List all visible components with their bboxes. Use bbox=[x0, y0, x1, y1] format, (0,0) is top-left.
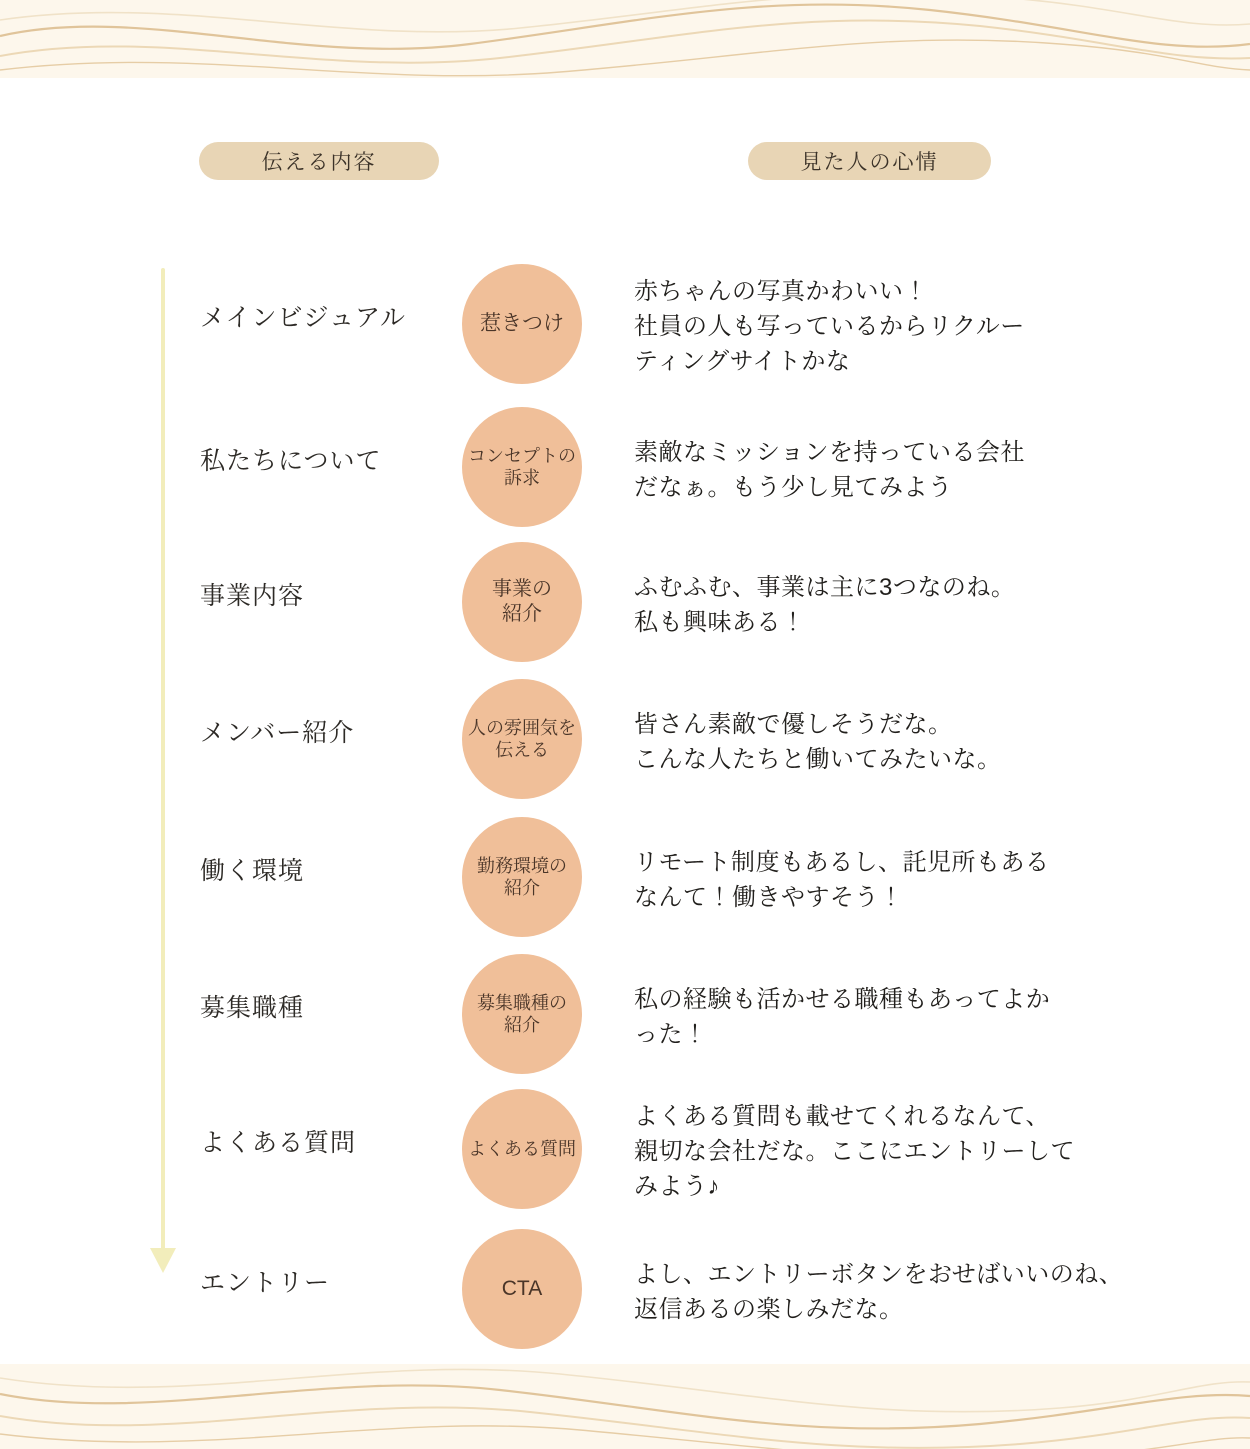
row-emotion-line: 素敵なミッションを持っている会社 bbox=[634, 439, 1026, 466]
row-emotion-line: 私の経験も活かせる職種もあってよか bbox=[634, 986, 1051, 1013]
header-chip-emotion: 見た人の心情 bbox=[748, 142, 991, 180]
row-label: 私たちについて bbox=[200, 447, 382, 475]
row-purpose-line: CTA bbox=[501, 1276, 543, 1300]
row-purpose-line: 紹介 bbox=[504, 1015, 540, 1035]
row-emotion-line: 赤ちゃんの写真かわいい！ bbox=[634, 278, 928, 305]
row-purpose-badge bbox=[462, 679, 582, 799]
row-emotion-line: 私も興味ある！ bbox=[634, 608, 806, 636]
row-emotion-text bbox=[634, 983, 1154, 1053]
row-label: メインビジュアル bbox=[200, 304, 407, 332]
row-emotion-line: 親切な会社だな。ここにエントリーして bbox=[634, 1137, 1075, 1165]
row-emotion-text bbox=[634, 846, 1154, 916]
row-emotion-text bbox=[634, 436, 1154, 506]
row-emotion-line: こんな人たちと働いてみたいな。 bbox=[634, 745, 1002, 773]
flow-row bbox=[0, 1080, 1250, 1220]
row-purpose-badge bbox=[462, 264, 582, 384]
row-emotion-text bbox=[634, 1100, 1154, 1204]
row-emotion-line: だなぁ。もう少し見てみよう bbox=[634, 473, 953, 501]
row-purpose-line: 訴求 bbox=[504, 468, 540, 488]
row-emotion-line: リモート制度もあるし、託児所もある bbox=[634, 849, 1050, 876]
row-purpose-line: 紹介 bbox=[504, 878, 540, 898]
row-emotion-text bbox=[634, 1258, 1154, 1328]
row-emotion-line: 社員の人も写っているからリクルー bbox=[634, 312, 1025, 340]
flow-row bbox=[0, 670, 1250, 810]
row-label: 募集職種 bbox=[200, 994, 305, 1022]
row-label: メンバー紹介 bbox=[200, 719, 355, 747]
bottom-wave-graphic bbox=[0, 1364, 1250, 1449]
row-emotion-text bbox=[634, 708, 1154, 778]
flow-row bbox=[0, 1220, 1250, 1360]
row-purpose-badge bbox=[462, 542, 582, 662]
row-emotion-text bbox=[634, 571, 1154, 641]
row-purpose-line: 募集職種の bbox=[477, 992, 567, 1013]
row-purpose-badge bbox=[462, 1089, 582, 1209]
flow-row bbox=[0, 255, 1250, 395]
row-purpose-line: よくある質問 bbox=[468, 1138, 576, 1159]
row-purpose-badge bbox=[462, 817, 582, 937]
row-emotion-line: った！ bbox=[634, 1020, 708, 1048]
top-wave-graphic bbox=[0, 0, 1250, 78]
flow-row bbox=[0, 945, 1250, 1085]
row-emotion-line: 返信あるの楽しみだな。 bbox=[634, 1295, 904, 1323]
header-chip-content: 伝える内容 bbox=[199, 142, 439, 180]
column-headers bbox=[0, 142, 1250, 186]
row-purpose-line: 勤務環境の bbox=[477, 855, 567, 876]
row-purpose-line: 惹きつけ bbox=[480, 311, 564, 335]
top-decorative-band bbox=[0, 0, 1250, 78]
row-label: よくある質問 bbox=[200, 1129, 357, 1157]
row-emotion-line: みよう♪ bbox=[634, 1172, 720, 1200]
row-label: 事業内容 bbox=[200, 582, 305, 610]
flow-row bbox=[0, 533, 1250, 673]
row-emotion-text bbox=[634, 275, 1154, 379]
row-purpose-line: 人の雰囲気を bbox=[468, 717, 576, 738]
row-purpose-line: 事業の bbox=[492, 578, 552, 600]
row-emotion-line: よし、エントリーボタンをおせばいいのね、 bbox=[634, 1261, 1124, 1288]
row-emotion-line: 皆さん素敵で優しそうだな。 bbox=[634, 711, 953, 738]
row-purpose-line: 紹介 bbox=[502, 603, 542, 625]
row-emotion-line: よくある質問も載せてくれるなんて、 bbox=[634, 1103, 1051, 1130]
row-label: エントリー bbox=[200, 1269, 331, 1297]
flow-row bbox=[0, 398, 1250, 538]
row-emotion-line: ティングサイトかな bbox=[634, 347, 851, 375]
row-purpose-line: 伝える bbox=[495, 740, 549, 760]
row-emotion-line: なんて！働きやすそう！ bbox=[634, 883, 904, 911]
row-purpose-badge bbox=[462, 1229, 582, 1349]
row-purpose-line: コンセプトの bbox=[468, 445, 576, 466]
row-label: 働く環境 bbox=[200, 857, 305, 885]
bottom-decorative-band bbox=[0, 1364, 1250, 1449]
row-emotion-line: ふむふむ、事業は主に3つなのね。 bbox=[634, 574, 1016, 601]
row-purpose-badge bbox=[462, 954, 582, 1074]
flow-row bbox=[0, 808, 1250, 948]
row-purpose-badge bbox=[462, 407, 582, 527]
